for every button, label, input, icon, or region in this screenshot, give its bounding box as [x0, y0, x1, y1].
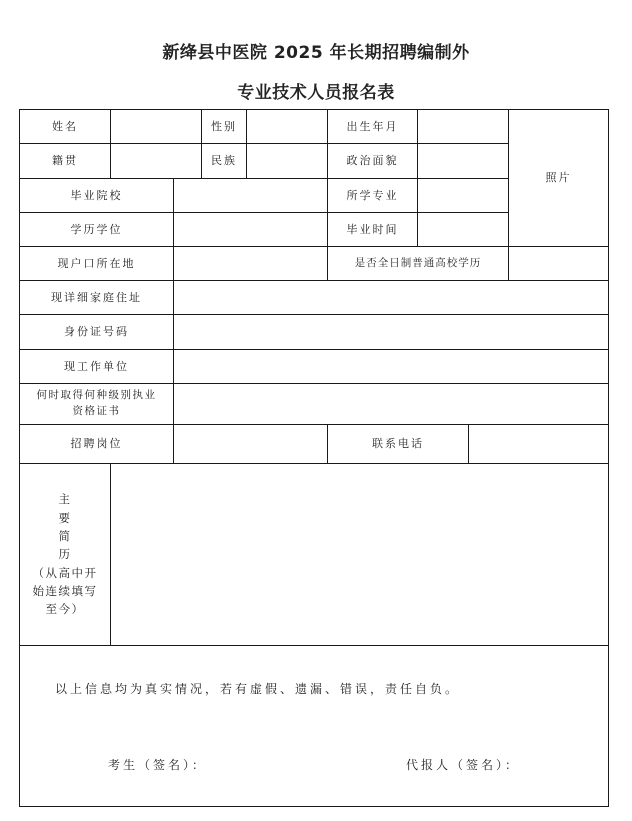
degree-label: 学历学位: [19, 212, 174, 247]
resume-label-char4: 历: [58, 547, 72, 562]
photo-cell[interactable]: [508, 109, 609, 247]
position-value[interactable]: [173, 424, 328, 464]
cert-label: [19, 383, 174, 425]
native-place-label: 籍贯: [19, 143, 111, 179]
declaration-text: 以上信息均为真实情况，若有虚假、遗漏、错误，责任自负。: [55, 682, 461, 696]
resume-label-note2: 始连续填写: [32, 584, 98, 599]
work-unit-label: 现工作单位: [19, 349, 174, 384]
position-label: 招聘岗位: [19, 424, 174, 464]
major-label: 所学专业: [327, 178, 418, 213]
resume-label-char1: 主: [58, 492, 72, 507]
resume-label-note3: 至今）: [45, 602, 85, 617]
major-value[interactable]: [417, 178, 509, 213]
name-label: 姓名: [19, 109, 111, 144]
resume-label-char3: 简: [58, 528, 72, 543]
fulltime-label: 是否全日制普通高校学历: [327, 246, 509, 281]
school-value[interactable]: [173, 178, 328, 213]
grad-time-value[interactable]: [417, 212, 509, 247]
declaration-cell: [19, 645, 609, 807]
phone-value[interactable]: [468, 424, 609, 464]
political-status-value[interactable]: [417, 143, 509, 179]
address-label: 现详细家庭住址: [19, 280, 174, 315]
resume-label-char2: 要: [58, 510, 72, 525]
resume-label: [19, 463, 111, 646]
resume-value[interactable]: [110, 463, 609, 646]
fulltime-value[interactable]: [508, 246, 609, 281]
birth-label: 出生年月: [327, 109, 418, 144]
form-title-line2: 专业技术人员报名表: [237, 83, 395, 103]
address-value[interactable]: [173, 280, 609, 315]
school-label: 毕业院校: [19, 178, 174, 213]
birth-value[interactable]: [417, 109, 509, 144]
id-number-value[interactable]: [173, 314, 609, 350]
agent-signature-label: 代报人（签名）：: [406, 758, 521, 772]
phone-label: 联系电话: [327, 424, 469, 464]
form-title-line1: 新绛县中医院 2025 年长期招聘编制外: [162, 43, 470, 63]
native-place-value[interactable]: [110, 143, 202, 179]
cert-value[interactable]: [173, 383, 609, 425]
photo-label: 照片: [545, 171, 572, 185]
ethnicity-value[interactable]: [246, 143, 328, 179]
gender-value[interactable]: [246, 109, 328, 144]
cert-label-line2: 资格证书: [72, 405, 121, 417]
candidate-signature-label: 考生（签名）：: [108, 758, 208, 772]
work-unit-value[interactable]: [173, 349, 609, 384]
resume-label-note1: （从高中开: [32, 565, 98, 580]
hukou-label: 现户口所在地: [19, 246, 174, 281]
ethnicity-label: 民族: [201, 143, 247, 179]
id-number-label: 身份证号码: [19, 314, 174, 350]
grad-time-label: 毕业时间: [327, 212, 418, 247]
political-status-label: 政治面貌: [327, 143, 418, 179]
gender-label: 性别: [201, 109, 247, 144]
degree-value[interactable]: [173, 212, 328, 247]
name-value[interactable]: [110, 109, 202, 144]
cert-label-line1: 何时取得何种级别执业: [36, 389, 157, 402]
hukou-value[interactable]: [173, 246, 328, 281]
